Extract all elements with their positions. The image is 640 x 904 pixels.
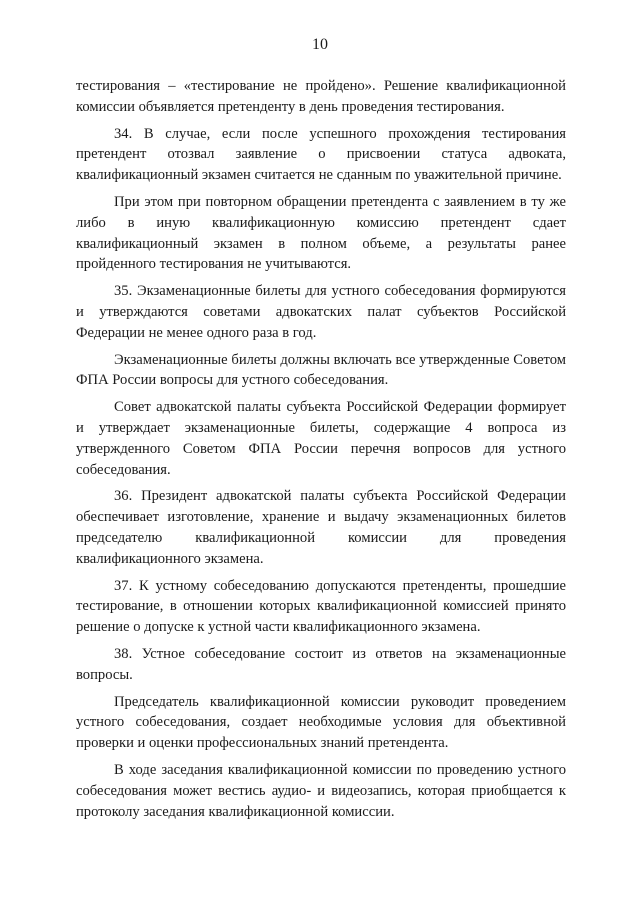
paragraph-7: 36. Президент адвокатской палаты субъекта Российской Федерации обеспечивает изготовление, хранение и выдачу экзаменационных билетов председателю квалификационной комиссии для проведения квалификационного экзамена. (76, 488, 566, 567)
paragraph-1: тестирования – «тестирование не пройдено». Решение квалификационной комиссии объявляется претенденту в день проведения тестирования. (76, 78, 566, 115)
paragraph-3: При этом при повторном обращении претендента с заявлением в ту же либо в иную квалификационную комиссию претендент сдает квалификационный экзамен в полном объеме, а результаты ранее пройденного тестирования не учитываются. (76, 193, 566, 273)
paragraph-10: Председатель квалификационной комиссии руководит проведением устного собеседования, создает необходимые условия для объективной проверки и оценки профессиональных знаний претендента. (76, 693, 566, 752)
page-number: 10 (312, 36, 328, 53)
paragraph-5: Экзаменационные билеты должны включать все утвержденные Советом ФПА России вопросы для устного собеседования. (76, 351, 566, 389)
paragraph-8: 37. К устному собеседованию допускаются претенденты, прошедшие тестирование, в отношении которых квалификационной комиссией принято решение о допуске к устной части квалификационного экзамена. (76, 577, 566, 636)
paragraph-2: 34. В случае, если после успешного прохождения тестирования претендент отозвал заявление о присвоении статуса адвоката, квалификационный экзамен считается не сданным по уважительной причине. (76, 125, 566, 184)
paragraph-4: 35. Экзаменационные билеты для устного собеседования формируются и утверждаются советами адвокатских палат субъектов Российской Федерации не менее одного раза в год. (76, 283, 566, 341)
paragraph-6: Совет адвокатской палаты субъекта Российской Федерации формирует и утверждает экзаменационные билеты, содержащие 4 вопроса из утвержденного Советом ФПА России перечня вопросов для устного собеседования. (76, 399, 566, 478)
paragraph-9: 38. Устное собеседование состоит из ответов на экзаменационные вопросы. (76, 645, 566, 683)
paragraph-11: В ходе заседания квалификационной комиссии по проведению устного собеседования может вестись аудио- и видеозапись, которая приобщается к протоколу заседания квалификационной комиссии. (76, 761, 566, 820)
document-body (76, 76, 566, 828)
